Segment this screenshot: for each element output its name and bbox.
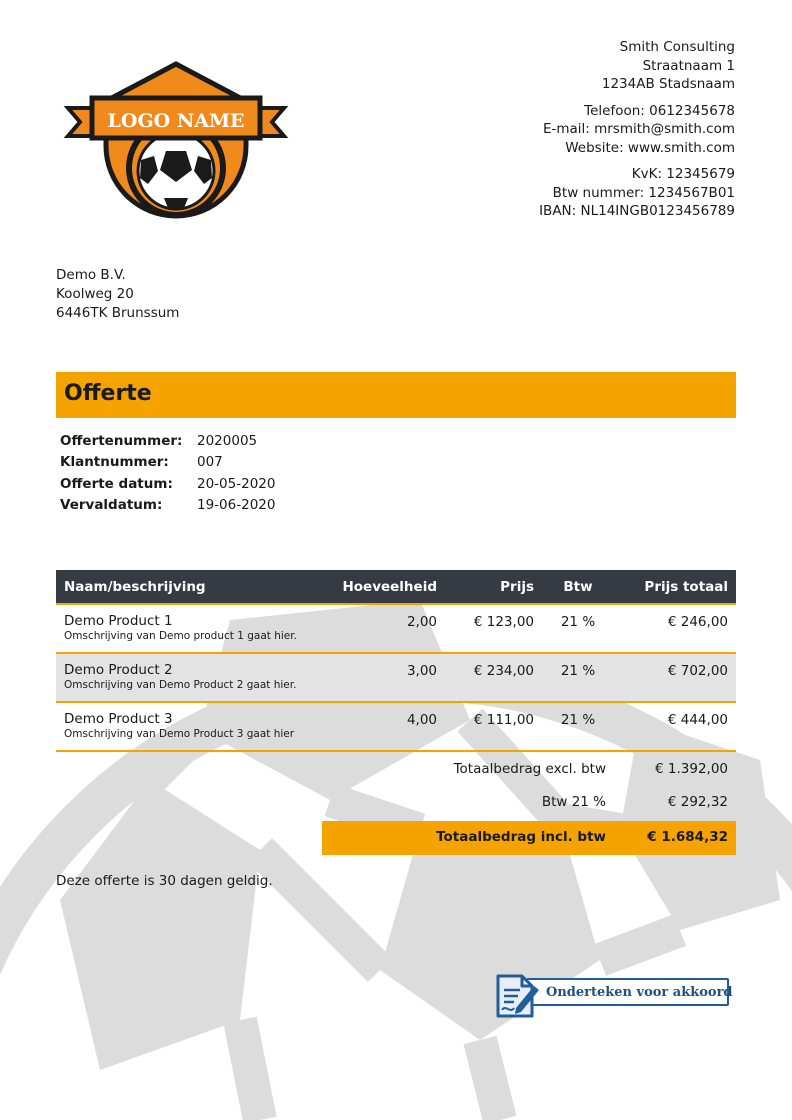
sign-button-box[interactable] <box>526 978 733 1006</box>
company-street: Straatnaam 1 <box>642 57 735 74</box>
document-sign-icon <box>494 968 542 1020</box>
item-price: € 234,00 <box>445 653 542 702</box>
title-banner <box>56 372 736 418</box>
item-qty: 4,00 <box>321 702 445 751</box>
sign-approval-button[interactable] <box>494 968 734 1020</box>
col-header-qty: Hoeveelheid <box>321 570 445 604</box>
company-city: 1234AB Stadsnaam <box>601 76 735 92</box>
svg-text:LOGO NAME: LOGO NAME <box>107 110 245 132</box>
item-desc: Omschrijving van Demo Product 3 gaat hier <box>64 728 295 740</box>
item-vat: 21 % <box>542 653 614 702</box>
meta-value: 19-06-2020 <box>197 497 276 514</box>
item-qty: 3,00 <box>321 653 445 702</box>
item-total: € 246,00 <box>614 604 736 653</box>
col-header-total: Prijs totaal <box>614 570 736 604</box>
table-row <box>56 702 736 751</box>
meta-label: Vervaldatum: <box>60 497 163 514</box>
subtotal-value: € 1.392,00 <box>655 761 728 777</box>
meta-row <box>60 452 275 474</box>
item-total: € 702,00 <box>614 653 736 702</box>
meta-row <box>60 473 275 495</box>
item-price: € 111,00 <box>445 702 542 751</box>
company-logo <box>56 56 296 236</box>
grand-total-value: € 1.684,32 <box>647 829 728 845</box>
table-header <box>56 570 736 604</box>
table-row <box>56 653 736 702</box>
company-btw: Btw nummer: 1234567B01 <box>552 184 735 201</box>
company-phone: Telefoon: 0612345678 <box>584 102 735 119</box>
item-vat: 21 % <box>542 604 614 653</box>
item-desc: Omschrijving van Demo product 1 gaat hier. <box>64 630 297 642</box>
company-contact <box>539 102 735 158</box>
company-registration <box>539 165 735 221</box>
item-name: Demo Product 3 <box>64 711 173 727</box>
meta-value: 007 <box>197 454 223 471</box>
meta-value: 2020005 <box>197 432 258 449</box>
item-name-cell <box>56 702 321 751</box>
meta-value: 20-05-2020 <box>197 475 276 492</box>
item-desc: Omschrijving van Demo Product 2 gaat hier. <box>64 679 297 691</box>
meta-label: Offertenummer: <box>60 432 183 449</box>
subtotal-row <box>322 755 736 788</box>
meta-row <box>60 495 275 517</box>
vat-row <box>322 788 736 821</box>
item-vat: 21 % <box>542 702 614 751</box>
grand-total-row <box>322 821 736 855</box>
meta-row <box>60 430 275 452</box>
item-name: Demo Product 2 <box>64 662 173 678</box>
item-price: € 123,00 <box>445 604 542 653</box>
table-row <box>56 604 736 653</box>
client-city: 6446TK Brunssum <box>56 305 180 321</box>
totals-block <box>322 755 736 855</box>
item-total: € 444,00 <box>614 702 736 751</box>
items-table <box>56 570 736 752</box>
vat-value: € 292,32 <box>667 794 728 810</box>
company-kvk: KvK: 12345679 <box>631 166 735 182</box>
company-email: E-mail: mrsmith@smith.com <box>542 121 735 137</box>
company-info <box>539 38 735 229</box>
company-name: Smith Consulting <box>619 39 735 55</box>
company-iban: IBAN: NL14INGB0123456789 <box>539 203 735 219</box>
company-address <box>539 38 735 94</box>
client-address <box>56 266 179 323</box>
meta-label: Klantnummer: <box>60 454 169 471</box>
validity-note: Deze offerte is 30 dagen geldig. <box>56 873 273 889</box>
item-name: Demo Product 1 <box>64 613 173 629</box>
page-title: Offerte <box>64 381 152 406</box>
subtotal-label: Totaalbedrag excl. btw <box>453 761 606 777</box>
col-header-name: Naam/beschrijving <box>56 570 321 604</box>
vat-label: Btw 21 % <box>541 794 606 810</box>
client-street: Koolweg 20 <box>56 286 134 302</box>
quote-meta <box>60 430 275 516</box>
col-header-vat: Btw <box>542 570 614 604</box>
sign-button-label: Onderteken voor akkoord <box>546 985 733 1000</box>
col-header-price: Prijs <box>445 570 542 604</box>
client-name: Demo B.V. <box>56 267 126 283</box>
company-website: Website: www.smith.com <box>565 139 735 156</box>
item-name-cell <box>56 653 321 702</box>
item-name-cell <box>56 604 321 653</box>
meta-label: Offerte datum: <box>60 475 173 492</box>
item-qty: 2,00 <box>321 604 445 653</box>
grand-total-label: Totaalbedrag incl. btw <box>436 829 606 845</box>
